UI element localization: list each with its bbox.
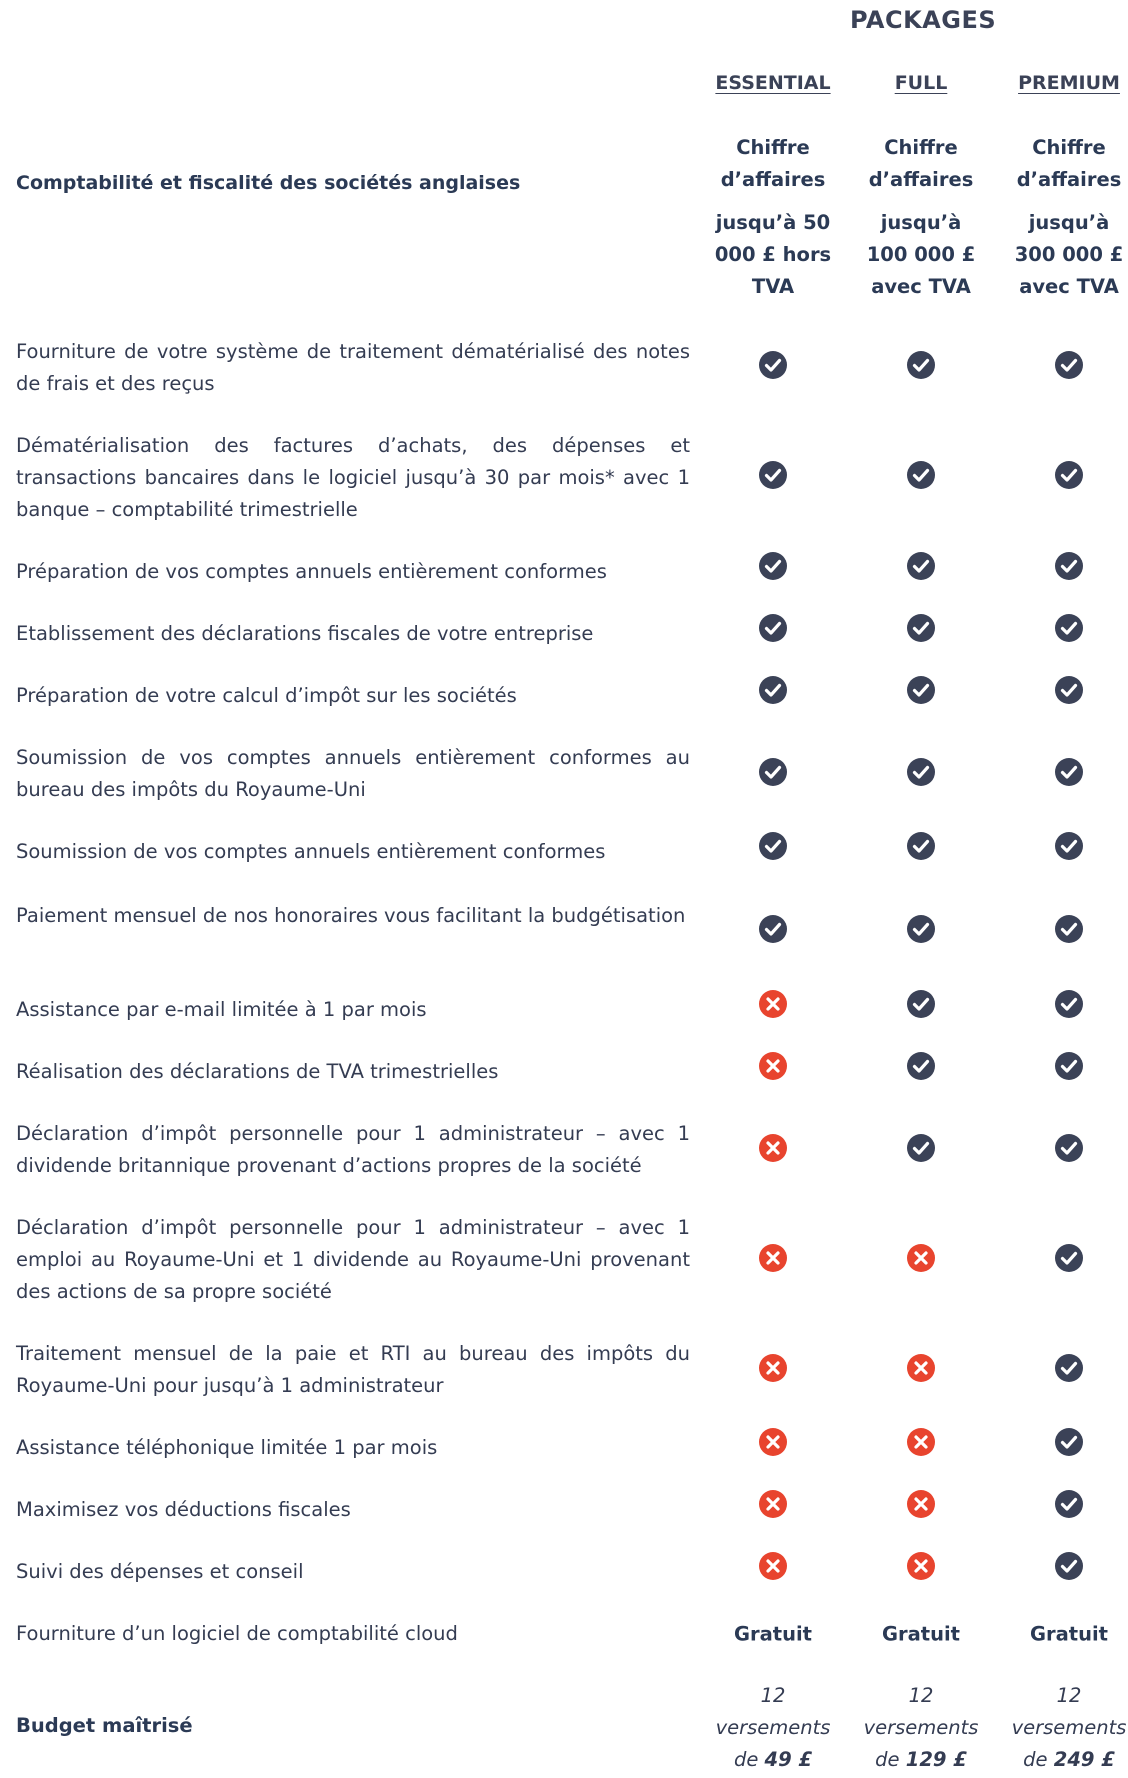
feature-label: Assistance téléphonique limitée 1 par mois: [16, 1436, 438, 1459]
check-circle-icon: [758, 350, 788, 380]
package-name-essential[interactable]: ESSENTIAL: [715, 72, 831, 94]
x-circle-icon: [758, 1133, 788, 1163]
feature-label: Maximisez vos déductions fiscales: [16, 1498, 351, 1521]
check-circle-icon: [906, 831, 936, 861]
x-circle-icon: [758, 1427, 788, 1457]
feature-label: Préparation de vos comptes annuels entièrement conformes: [16, 560, 607, 583]
check-circle-icon: [1054, 350, 1084, 380]
software-value: Gratuit: [882, 1622, 960, 1646]
x-circle-icon: [758, 1051, 788, 1081]
check-circle-icon: [906, 350, 936, 380]
package-turnover: [857, 132, 985, 303]
check-circle-icon: [1054, 613, 1084, 643]
feature-label: Traitement mensuel de la paie et RTI au bureau des impôts du Royaume-Uni pour jusqu’à 1 administrateur: [16, 1342, 690, 1397]
turnover-limit: jusqu’à 100 000 £ avec TVA: [866, 211, 976, 298]
price-amount: 129 £: [905, 1748, 967, 1771]
check-circle-icon: [758, 551, 788, 581]
feature-label: Dématérialisation des factures d’achats, des dépenses et transactions bancaires dans le logiciel jusqu’à 30 par mois* avec 1 banque – comptabilité trimestrielle: [16, 434, 690, 521]
software-value: Gratuit: [734, 1622, 812, 1646]
check-circle-icon: [1054, 1133, 1084, 1163]
x-circle-icon: [758, 1551, 788, 1581]
check-circle-icon: [1054, 914, 1084, 944]
packages-heading: PACKAGES: [850, 6, 997, 34]
check-circle-icon: [1054, 1051, 1084, 1081]
feature-label: Réalisation des déclarations de TVA trimestrielles: [16, 1060, 499, 1083]
feature-label: Paiement mensuel de nos honoraires vous facilitant la budgétisation: [16, 904, 686, 927]
turnover-label: Chiffre d’affaires: [1016, 136, 1122, 191]
x-circle-icon: [758, 1353, 788, 1383]
check-circle-icon: [1054, 1427, 1084, 1457]
section-title: Comptabilité et fiscalité des sociétés anglaises: [16, 172, 521, 194]
price-prefix: 12 versements de: [715, 1684, 831, 1771]
check-circle-icon: [758, 675, 788, 705]
check-circle-icon: [758, 613, 788, 643]
feature-label: Suivi des dépenses et conseil: [16, 1560, 304, 1583]
x-circle-icon: [758, 1489, 788, 1519]
package-price: [851, 1680, 991, 1776]
turnover-limit: jusqu’à 50 000 £ hors TVA: [714, 211, 832, 298]
check-circle-icon: [1054, 1353, 1084, 1383]
software-value: Gratuit: [1030, 1622, 1108, 1646]
x-circle-icon: [906, 1427, 936, 1457]
turnover-label: Chiffre d’affaires: [868, 136, 974, 191]
package-name-full[interactable]: FULL: [894, 72, 948, 94]
check-circle-icon: [906, 989, 936, 1019]
feature-label: Soumission de vos comptes annuels entièrement conformes au bureau des impôts du Royaume-Uni: [16, 746, 690, 801]
price-amount: 49 £: [764, 1748, 813, 1771]
software-row-label: Fourniture d’un logiciel de comptabilité cloud: [16, 1622, 458, 1645]
package-price: [703, 1680, 843, 1776]
check-circle-icon: [1054, 1551, 1084, 1581]
check-circle-icon: [1054, 831, 1084, 861]
turnover-label: Chiffre d’affaires: [720, 136, 826, 191]
check-circle-icon: [1054, 460, 1084, 490]
x-circle-icon: [758, 989, 788, 1019]
feature-label: Déclaration d’impôt personnelle pour 1 administrateur – avec 1 dividende britannique provenant d’actions propres de la société: [16, 1122, 690, 1177]
check-circle-icon: [1054, 757, 1084, 787]
check-circle-icon: [758, 831, 788, 861]
check-circle-icon: [906, 675, 936, 705]
x-circle-icon: [906, 1353, 936, 1383]
check-circle-icon: [758, 914, 788, 944]
package-turnover: [709, 132, 837, 303]
feature-label: Fourniture de votre système de traitement dématérialisé des notes de frais et des reçus: [16, 340, 690, 395]
check-circle-icon: [1054, 1489, 1084, 1519]
check-circle-icon: [758, 460, 788, 490]
check-circle-icon: [758, 757, 788, 787]
feature-label: Préparation de votre calcul d’impôt sur les sociétés: [16, 684, 517, 707]
feature-label: Etablissement des déclarations fiscales de votre entreprise: [16, 622, 594, 645]
check-circle-icon: [1054, 551, 1084, 581]
check-circle-icon: [906, 1051, 936, 1081]
check-circle-icon: [1054, 675, 1084, 705]
check-circle-icon: [1054, 989, 1084, 1019]
x-circle-icon: [906, 1489, 936, 1519]
package-price: [999, 1680, 1128, 1776]
price-prefix: 12 versements de: [863, 1684, 979, 1771]
check-circle-icon: [1054, 1243, 1084, 1273]
check-circle-icon: [906, 1133, 936, 1163]
check-circle-icon: [906, 460, 936, 490]
turnover-limit: jusqu’à 300 000 £ avec TVA: [1014, 211, 1124, 298]
feature-label: Assistance par e-mail limitée à 1 par mois: [16, 998, 427, 1021]
budget-row-label: Budget maîtrisé: [16, 1714, 193, 1737]
package-turnover: [1005, 132, 1128, 303]
feature-label: Soumission de vos comptes annuels entièrement conformes: [16, 840, 606, 863]
check-circle-icon: [906, 914, 936, 944]
check-circle-icon: [906, 613, 936, 643]
package-name-premium[interactable]: PREMIUM: [1018, 72, 1120, 94]
check-circle-icon: [906, 551, 936, 581]
price-amount: 249 £: [1053, 1748, 1115, 1771]
feature-label: Déclaration d’impôt personnelle pour 1 administrateur – avec 1 emploi au Royaume-Uni et 1 dividende au Royaume-Uni provenant des actions de sa propre société: [16, 1216, 690, 1303]
price-prefix: 12 versements de: [1011, 1684, 1127, 1771]
x-circle-icon: [906, 1243, 936, 1273]
check-circle-icon: [906, 757, 936, 787]
x-circle-icon: [906, 1551, 936, 1581]
x-circle-icon: [758, 1243, 788, 1273]
